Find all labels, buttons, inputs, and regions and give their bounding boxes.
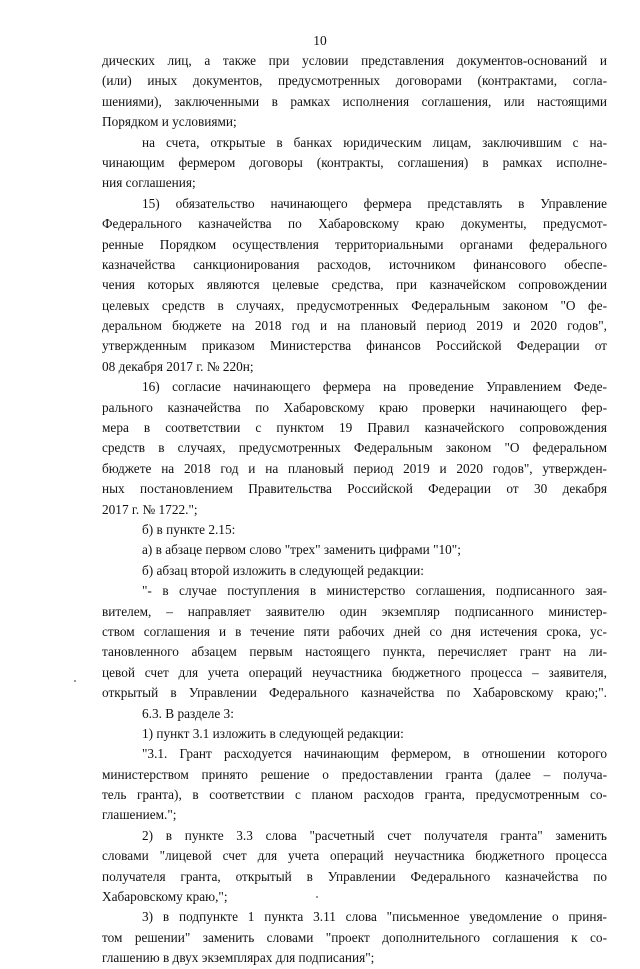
text-line: рального казначейства по Хабаровскому краю проверки начинающего фер- [102,399,607,415]
text-line: глашению в двух экземплярах для подписания"; [102,950,375,966]
text-line: чинающим фермером договоры (контракты, соглашения) в рамках исполне- [102,154,607,170]
text-line: вителем, – направляет заявителю один экземпляр подписанного министер- [102,603,607,619]
text-line: 1) пункт 3.1 изложить в следующей редакции: [142,725,404,741]
text-line: на счета, открытые в банках юридическим лицам, заключившим с на- [142,134,607,150]
text-line: ния соглашения; [102,175,196,191]
text-line: (или) иных документов, предусмотренных договорами (контрактами, согла- [102,73,607,89]
text-line: дических лиц, а также при условии представления документов-оснований и [102,53,607,68]
text-line: ством соглашения и в течение пяти рабочих дней со дня истечения срока, ус- [102,623,607,639]
text-line: целевых средств в случаях, предусмотренных Федеральным законом "О фе- [102,297,607,313]
text-line: 16) согласие начинающего фермера на проведение Управлением Феде- [142,379,607,395]
text-line: утвержденным приказом Министерства финансов Российской Федерации от [102,338,607,354]
text-line: получателя гранта, открытый в Управлении Федерального казначейства по [102,868,607,884]
text-line: ных постановлением Правительства Российской Федерации от 30 декабря [102,481,607,497]
text-line: 2) в пункте 3.3 слова "расчетный счет получателя гранта" заменить [142,827,607,843]
text-line: мера в соответствии с пунктом 19 Правил казначейского сопровождения [102,420,607,436]
text-line: 2017 г. № 1722."; [102,501,198,517]
text-line: ренные Порядком осуществления территориальными органами федерального [102,236,607,252]
text-line: деральном бюджете на 2018 год и на плановый период 2019 и 2020 годов", [102,318,607,334]
text-line: Федерального казначейства по Хабаровскому краю документы, предусмот- [102,216,607,232]
text-line: "- в случае поступления в министерство соглашения, подписанного зая- [142,583,607,599]
text-line: открытый в Управлении Федерального казначейства по Хабаровскому краю;". [102,685,607,701]
document-body [102,51,607,969]
text-line: цевой счет для учета операций неучастника бюджетного процесса – заявителя, [102,664,607,680]
text-line: бюджете на 2018 год и на плановый период 2019 и 2020 годов", утвержден- [102,460,607,476]
text-line: казначейства санкционирования расходов, источником финансового обеспе- [102,256,607,272]
text-line: 08 декабря 2017 г. № 220н; [102,358,254,374]
scan-speck [316,896,318,898]
text-line: тановленного абзацем первым настоящего пункта, перечисляет грант на ли- [102,644,607,660]
text-line: 15) обязательство начинающего фермера представлять в Управление [142,195,607,211]
text-line: глашением."; [102,807,177,823]
text-line: б) в пункте 2.15: [142,521,236,537]
text-line: тель гранта), в соответствии с планом расходов гранта, предусмотренным со- [102,787,607,803]
text-line: министерством принято решение о предоставлении гранта (далее – получа- [102,766,607,782]
text-line: том решении" заменить словами "проект дополнительного соглашения к со- [102,929,607,945]
page-number: 10 [313,33,327,48]
text-line: а) в абзаце первом слово "трех" заменить цифрами "10"; [142,542,461,558]
text-line: шениями), заключенными в рамках исполнения соглашения, или настоящими [102,93,607,109]
text-line: средств в случаях, предусмотренных Федеральным законом "О федеральном [102,440,607,456]
text-line: чения которых являются целевые средства, при казначейском сопровождении [102,277,607,293]
text-line: словами "лицевой счет для учета операций неучастника бюджетного процесса [102,848,607,864]
text-line: 6.3. В разделе 3: [142,705,234,721]
text-line: Порядком и условиями; [102,114,237,130]
text-line: 3) в подпункте 1 пункта 3.11 слова "письменное уведомление о приня- [142,909,607,925]
text-line: "3.1. Грант расходуется начинающим фермером, в отношении которого [142,746,607,762]
scan-speck [74,680,76,682]
text-line: Хабаровскому краю,"; [102,889,228,905]
text-line: б) абзац второй изложить в следующей редакции: [142,562,424,578]
